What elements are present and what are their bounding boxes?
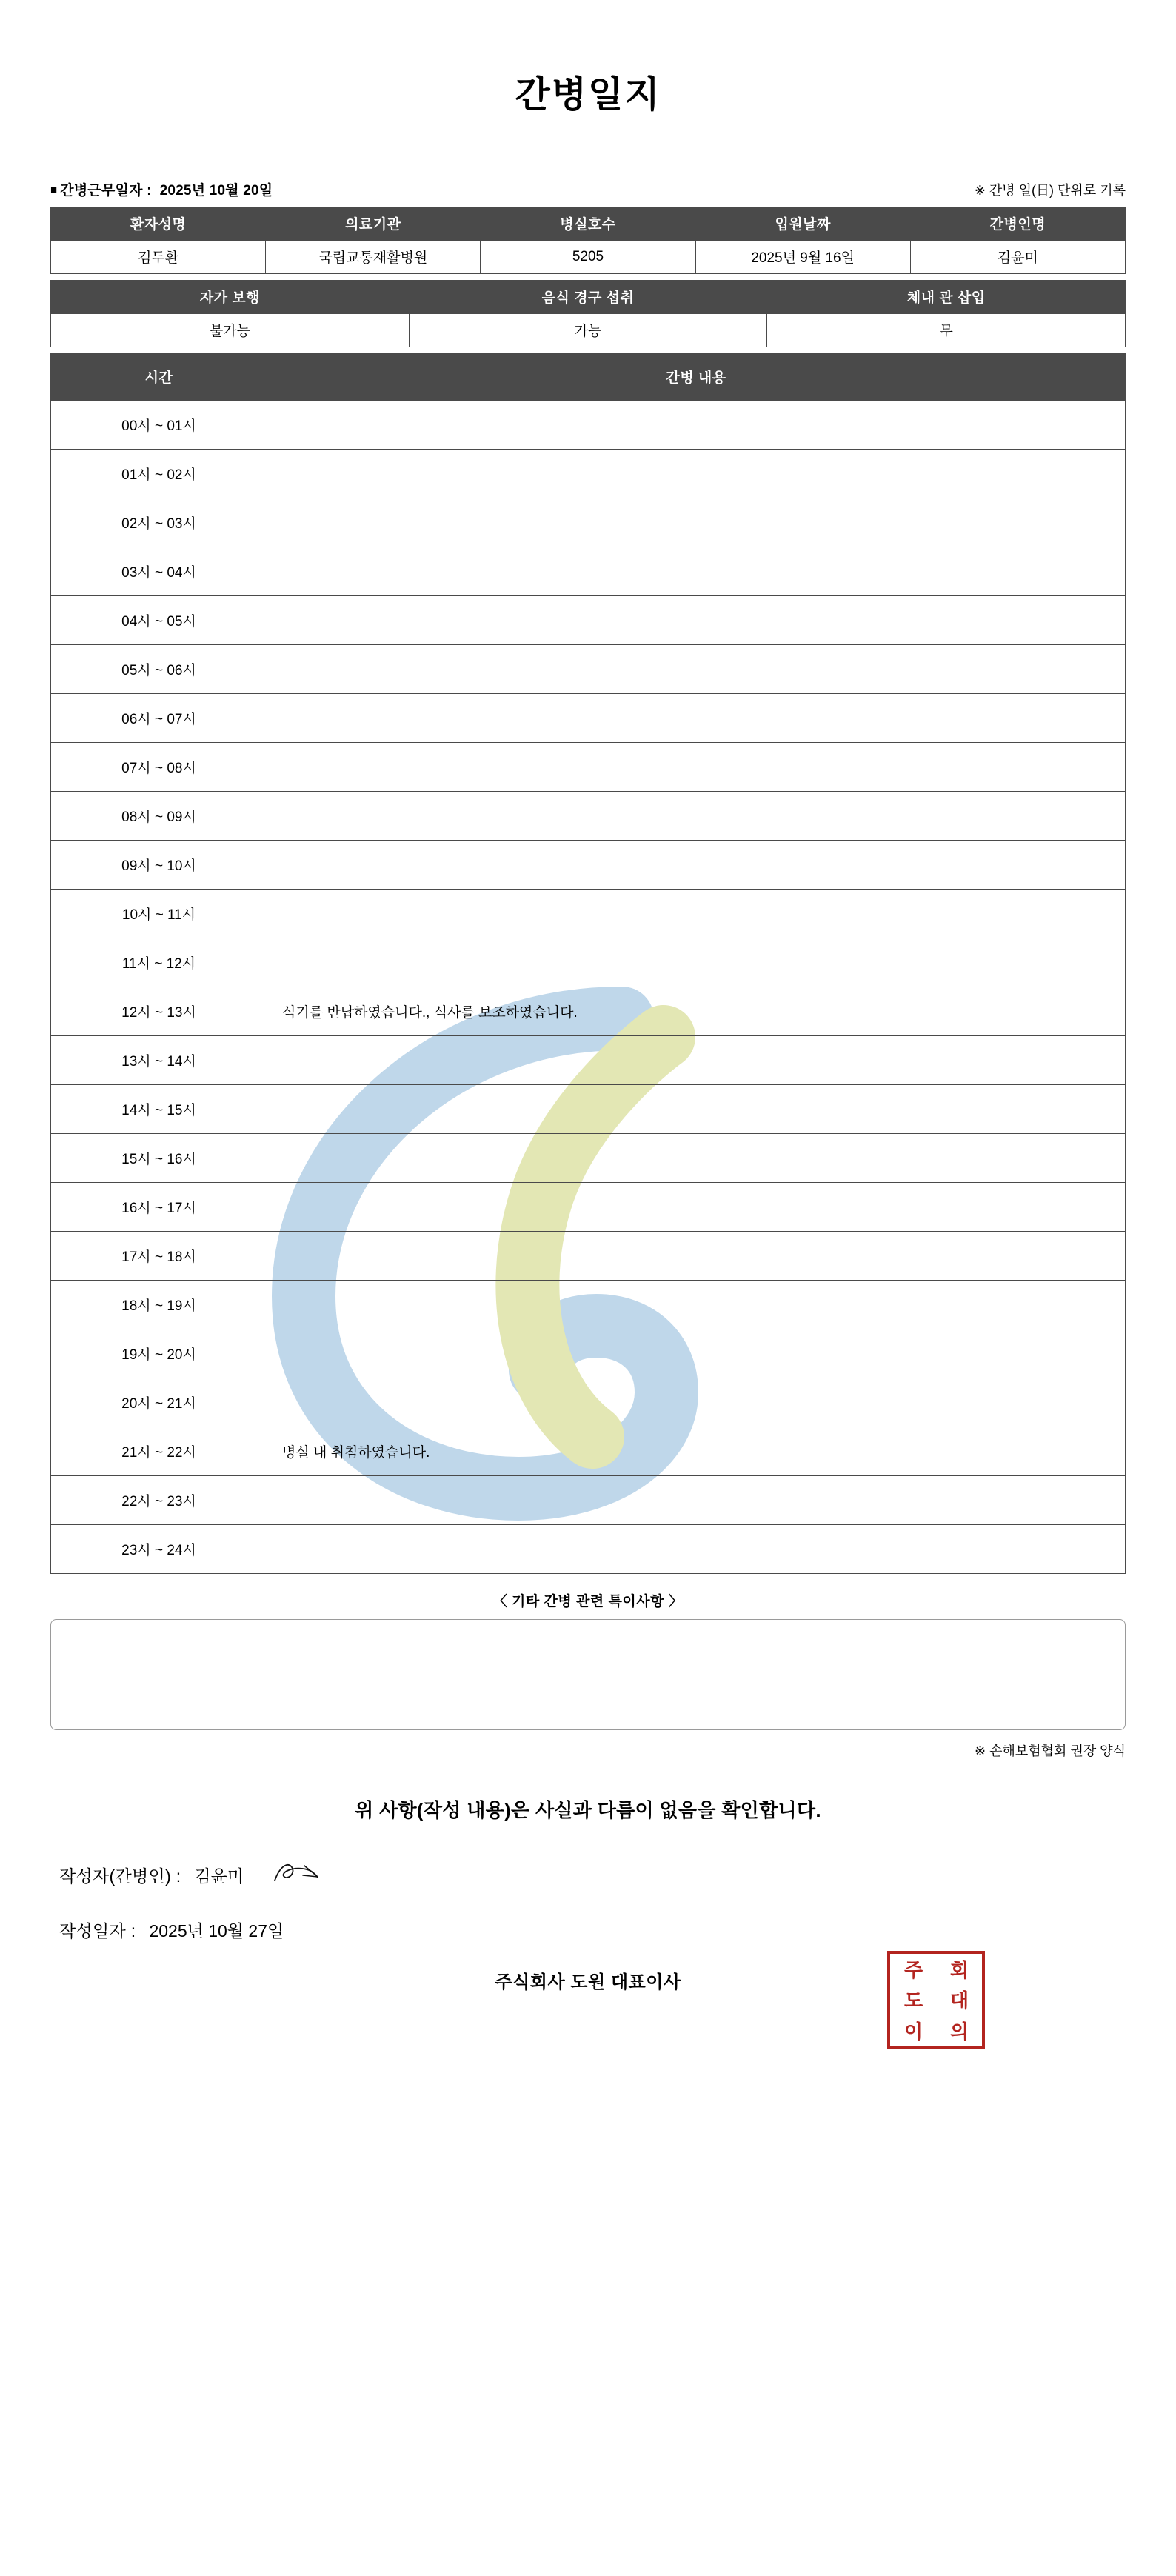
- care-note[interactable]: [267, 1378, 1126, 1427]
- care-note[interactable]: [267, 400, 1126, 449]
- hourly-log-table: [50, 353, 1126, 1574]
- care-note[interactable]: [267, 1475, 1126, 1524]
- table-row: [51, 1524, 1126, 1573]
- table-row: [51, 449, 1126, 498]
- col-header-room-number: 병실호수: [481, 207, 695, 240]
- value-internal-tube: 무: [767, 313, 1126, 347]
- time-slot: 00시 ~ 01시: [51, 400, 267, 449]
- table-row: [51, 1035, 1126, 1084]
- time-slot: 06시 ~ 07시: [51, 693, 267, 742]
- record-unit-note: ※ 간병 일(日) 단위로 기록: [974, 182, 1126, 198]
- time-slot: 09시 ~ 10시: [51, 840, 267, 889]
- time-slot: 23시 ~ 24시: [51, 1524, 267, 1573]
- table-row: [51, 1475, 1126, 1524]
- stamp-char: 이: [903, 2021, 923, 2043]
- value-patient-name: 김두환: [51, 240, 266, 273]
- care-note[interactable]: [267, 1084, 1126, 1133]
- care-note[interactable]: [267, 1133, 1126, 1182]
- meta-row: [50, 179, 1126, 199]
- care-note[interactable]: [267, 791, 1126, 840]
- table-header-row: [51, 207, 1126, 240]
- time-slot: 04시 ~ 05시: [51, 595, 267, 644]
- time-slot: 14시 ~ 15시: [51, 1084, 267, 1133]
- value-oral-intake: 가능: [409, 313, 767, 347]
- care-note[interactable]: [267, 498, 1126, 547]
- table-row: [51, 547, 1126, 595]
- table-header-row: [51, 353, 1126, 400]
- time-slot: 11시 ~ 12시: [51, 938, 267, 987]
- time-slot: 01시 ~ 02시: [51, 449, 267, 498]
- time-slot: 07시 ~ 08시: [51, 742, 267, 791]
- time-slot: 02시 ~ 03시: [51, 498, 267, 547]
- table-row: [51, 400, 1126, 449]
- writer-label: 작성자(간병인) :: [59, 1866, 181, 1886]
- time-slot: 08시 ~ 09시: [51, 791, 267, 840]
- table-row: [51, 1280, 1126, 1329]
- date-label: 작성일자 :: [59, 1921, 136, 1941]
- value-room-number: 5205: [481, 240, 695, 273]
- time-slot: 21시 ~ 22시: [51, 1427, 267, 1475]
- stamp-char: 대: [949, 1990, 969, 2013]
- col-header-time: 시간: [51, 353, 267, 400]
- writer-value: 김윤미: [194, 1866, 244, 1886]
- table-row: [51, 313, 1126, 347]
- confirmation-text: 위 사항(작성 내용)은 사실과 다름이 없음을 확인합니다.: [355, 1798, 821, 1821]
- care-note[interactable]: [267, 1329, 1126, 1378]
- table-row: [51, 1427, 1126, 1475]
- table-row: [51, 644, 1126, 693]
- table-row: [51, 791, 1126, 840]
- time-slot: 19시 ~ 20시: [51, 1329, 267, 1378]
- value-self-walking: 불가능: [51, 313, 410, 347]
- table-row: [51, 498, 1126, 547]
- care-note[interactable]: [267, 1035, 1126, 1084]
- time-slot: 17시 ~ 18시: [51, 1231, 267, 1280]
- table-row: [51, 1084, 1126, 1133]
- table-row: [51, 840, 1126, 889]
- col-header-patient-name: 환자성명: [51, 207, 266, 240]
- table-row: [51, 1231, 1126, 1280]
- time-slot: 13시 ~ 14시: [51, 1035, 267, 1084]
- time-slot: 15시 ~ 16시: [51, 1133, 267, 1182]
- col-header-internal-tube: 체내 관 삽입: [767, 280, 1126, 313]
- col-header-admission-date: 입원날짜: [695, 207, 910, 240]
- time-slot: 18시 ~ 19시: [51, 1280, 267, 1329]
- date-row: [59, 1918, 1126, 1942]
- work-date-label: 간병근무일자 :: [60, 182, 152, 198]
- care-note[interactable]: 식기를 반납하였습니다., 식사를 보조하였습니다.: [267, 987, 1126, 1035]
- col-header-caregiver-name: 간병인명: [910, 207, 1125, 240]
- company-name: 주식회사 도원 대표이사: [495, 1972, 681, 1992]
- time-slot: 05시 ~ 06시: [51, 644, 267, 693]
- time-slot: 12시 ~ 13시: [51, 987, 267, 1035]
- col-header-hospital: 의료기관: [266, 207, 481, 240]
- table-row: [51, 693, 1126, 742]
- time-slot: 16시 ~ 17시: [51, 1182, 267, 1231]
- table-header-row: [51, 280, 1126, 313]
- care-note[interactable]: [267, 1231, 1126, 1280]
- table-row: [51, 1329, 1126, 1378]
- association-note: ※ 손해보험협회 권장 양식: [975, 1743, 1126, 1758]
- care-note[interactable]: [267, 547, 1126, 595]
- work-date: [50, 179, 273, 199]
- patient-info-table: [50, 207, 1126, 274]
- company-seal-stamp: [887, 1951, 985, 2049]
- stamp-char: 회: [949, 1960, 969, 1983]
- col-header-oral-intake: 음식 경구 섭취: [409, 280, 767, 313]
- remarks-title: 〈 기타 간병 관련 특이사항 〉: [492, 1593, 684, 1609]
- table-row: [51, 1133, 1126, 1182]
- table-row: [51, 240, 1126, 273]
- signature-block: [50, 1858, 1126, 1942]
- time-slot: 22시 ~ 23시: [51, 1475, 267, 1524]
- time-slot: 03시 ~ 04시: [51, 547, 267, 595]
- care-note[interactable]: [267, 938, 1126, 987]
- table-row: [51, 987, 1126, 1035]
- care-note[interactable]: [267, 449, 1126, 498]
- care-note[interactable]: [267, 1182, 1126, 1231]
- remarks-box[interactable]: [50, 1619, 1126, 1730]
- care-note[interactable]: [267, 840, 1126, 889]
- table-row: [51, 742, 1126, 791]
- time-slot: 10시 ~ 11시: [51, 889, 267, 938]
- table-row: [51, 595, 1126, 644]
- value-hospital: 국립교통재활병원: [266, 240, 481, 273]
- stamp-char: 주: [903, 1960, 923, 1983]
- care-note[interactable]: 병실 내 취침하였습니다.: [267, 1427, 1126, 1475]
- company-row: [50, 1960, 1126, 2043]
- stamp-char: 도: [903, 1990, 923, 2013]
- care-note[interactable]: [267, 644, 1126, 693]
- date-value: 2025년 10월 27일: [149, 1921, 284, 1941]
- table-row: [51, 889, 1126, 938]
- value-caregiver-name: 김윤미: [910, 240, 1125, 273]
- stamp-char: 의: [949, 2021, 969, 2043]
- work-date-value: 2025년 10월 20일: [159, 182, 273, 198]
- writer-row: [59, 1858, 1126, 1892]
- table-row: [51, 938, 1126, 987]
- handwritten-signature-icon: [270, 1858, 321, 1892]
- patient-condition-table: [50, 280, 1126, 347]
- care-note[interactable]: [267, 1280, 1126, 1329]
- page-title: 간병일지: [515, 75, 661, 115]
- bullet-square-icon: ■: [50, 183, 58, 196]
- care-note[interactable]: [267, 742, 1126, 791]
- care-note[interactable]: [267, 693, 1126, 742]
- care-note[interactable]: [267, 595, 1126, 644]
- table-row: [51, 1378, 1126, 1427]
- value-admission-date: 2025년 9월 16일: [695, 240, 910, 273]
- table-row: [51, 1182, 1126, 1231]
- care-note[interactable]: [267, 889, 1126, 938]
- col-header-care-content: 간병 내용: [267, 353, 1126, 400]
- time-slot: 20시 ~ 21시: [51, 1378, 267, 1427]
- col-header-self-walking: 자가 보행: [51, 280, 410, 313]
- care-note[interactable]: [267, 1524, 1126, 1573]
